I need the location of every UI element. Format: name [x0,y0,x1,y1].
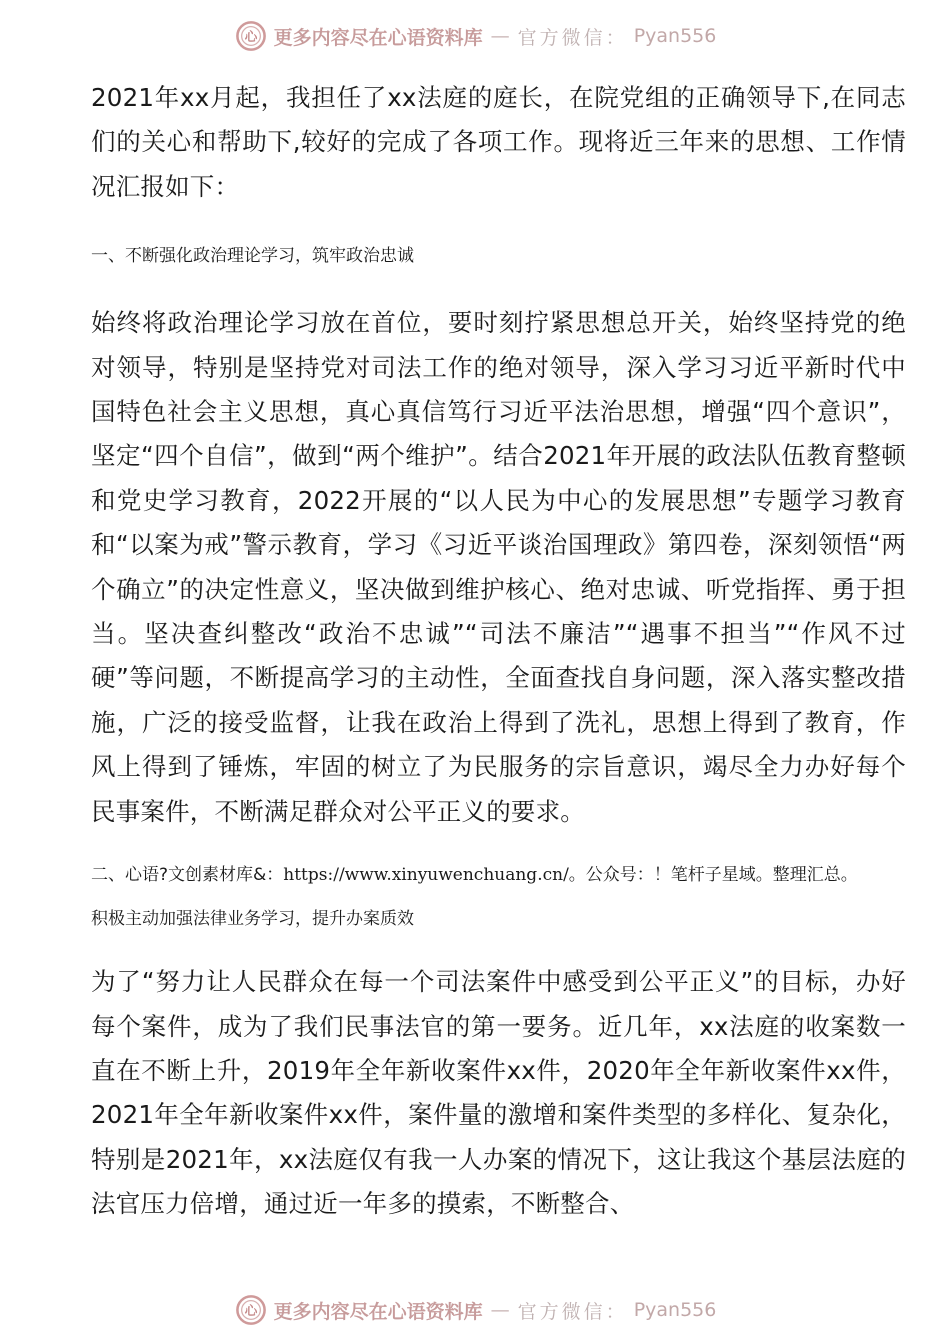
watermark-wechat-id: Pyan556 [633,1299,717,1321]
section-1-body: 始终将政治理论学习放在首位，要时刻拧紧思想总开关，始终坚持党的绝对领导，特别是坚持党对司法工作的绝对领导，深入学习习近平新时代中国特色社会主义思想，真心真信笃行习近平法治思想，增强“四个意识”，坚定“四个自信”，做到“两个维护”。结合2021年开展的政法队伍教育整顿和党史学习教育，2022开展的“以人民为中心的发展思想”专题学习教育和“以案为戒”警示教育，学习《习近平谈治国理政》第四卷，深刻领悟“两个确立”的决定性意义，坚决做到维护核心、绝对忠诚、听党指挥、勇于担当。坚决查纠整改“政治不忠诚”“司法不廉洁”“遇事不担当”“作风不过硬”等问题，不断提高学习的主动性，全面查找自身问题，深入落实整改措施，广泛的接受监督，让我在政治上得到了洗礼，思想上得到了教育，作风上得到了锤炼，牢固的树立了为民服务的宗旨意识，竭尽全力办好每个民事案件，不断满足群众对公平正义的要求。 [91,308,906,826]
watermark-separator: — [490,25,510,47]
watermark-wechat-id: Pyan556 [633,25,717,47]
section-2-prefix: 二、心语?文创素材库&： [91,865,284,886]
watermark-header [0,16,950,56]
watermark-logo-text: 心 [244,1304,258,1320]
document-content [91,76,906,1227]
watermark-official-text: 官方微信： [517,1300,628,1323]
watermark-logo-icon [234,19,268,53]
section-2-url: https://www.xinyuwenchuang.cn/ [283,865,569,886]
watermark-official-text: 官方微信： [517,26,628,49]
watermark-header-inner [234,19,717,53]
section-2-body: 为了“努力让人民群众在每一个司法案件中感受到公平正义”的目标，办好每个案件，成为了我们民事法官的第一要务。近几年，xx法庭的收案数一直在不断上升，2019年全年新收案件xx件，2020年全年新收案件xx件，2021年全年新收案件xx件，案件量的激增和案件类型的多样化、复杂化，特别是2021年，xx法庭仅有我一人办案的情况下，这让我这个基层法庭的法官压力倍增，通过近一年多的摸索，不断整合、 [91,967,906,1219]
intro-paragraph: 2021年xx月起，我担任了xx法庭的庭长，在院党组的正确领导下,在同志们的关心和帮助下,较好的完成了各项工作。现将近三年来的思想、工作情况汇报如下： [91,83,906,201]
watermark-footer [0,1290,950,1330]
section-2-heading: 积极主动加强法律业务学习，提升办案质效 [91,909,414,930]
watermark-main-text: 更多内容尽在心语资料库 [273,26,483,49]
section-1-heading: 一、不断强化政治理论学习，筑牢政治忠诚 [91,246,414,267]
watermark-separator: — [490,1299,510,1321]
watermark-main-text: 更多内容尽在心语资料库 [273,1300,483,1323]
section-2-suffix: 。公众号：！笔杆子星域。整理汇总。 [568,865,858,886]
watermark-logo-text: 心 [244,30,258,46]
watermark-logo-icon [234,1293,268,1327]
watermark-footer-inner [234,1293,717,1327]
section-2-title-line [91,864,906,886]
